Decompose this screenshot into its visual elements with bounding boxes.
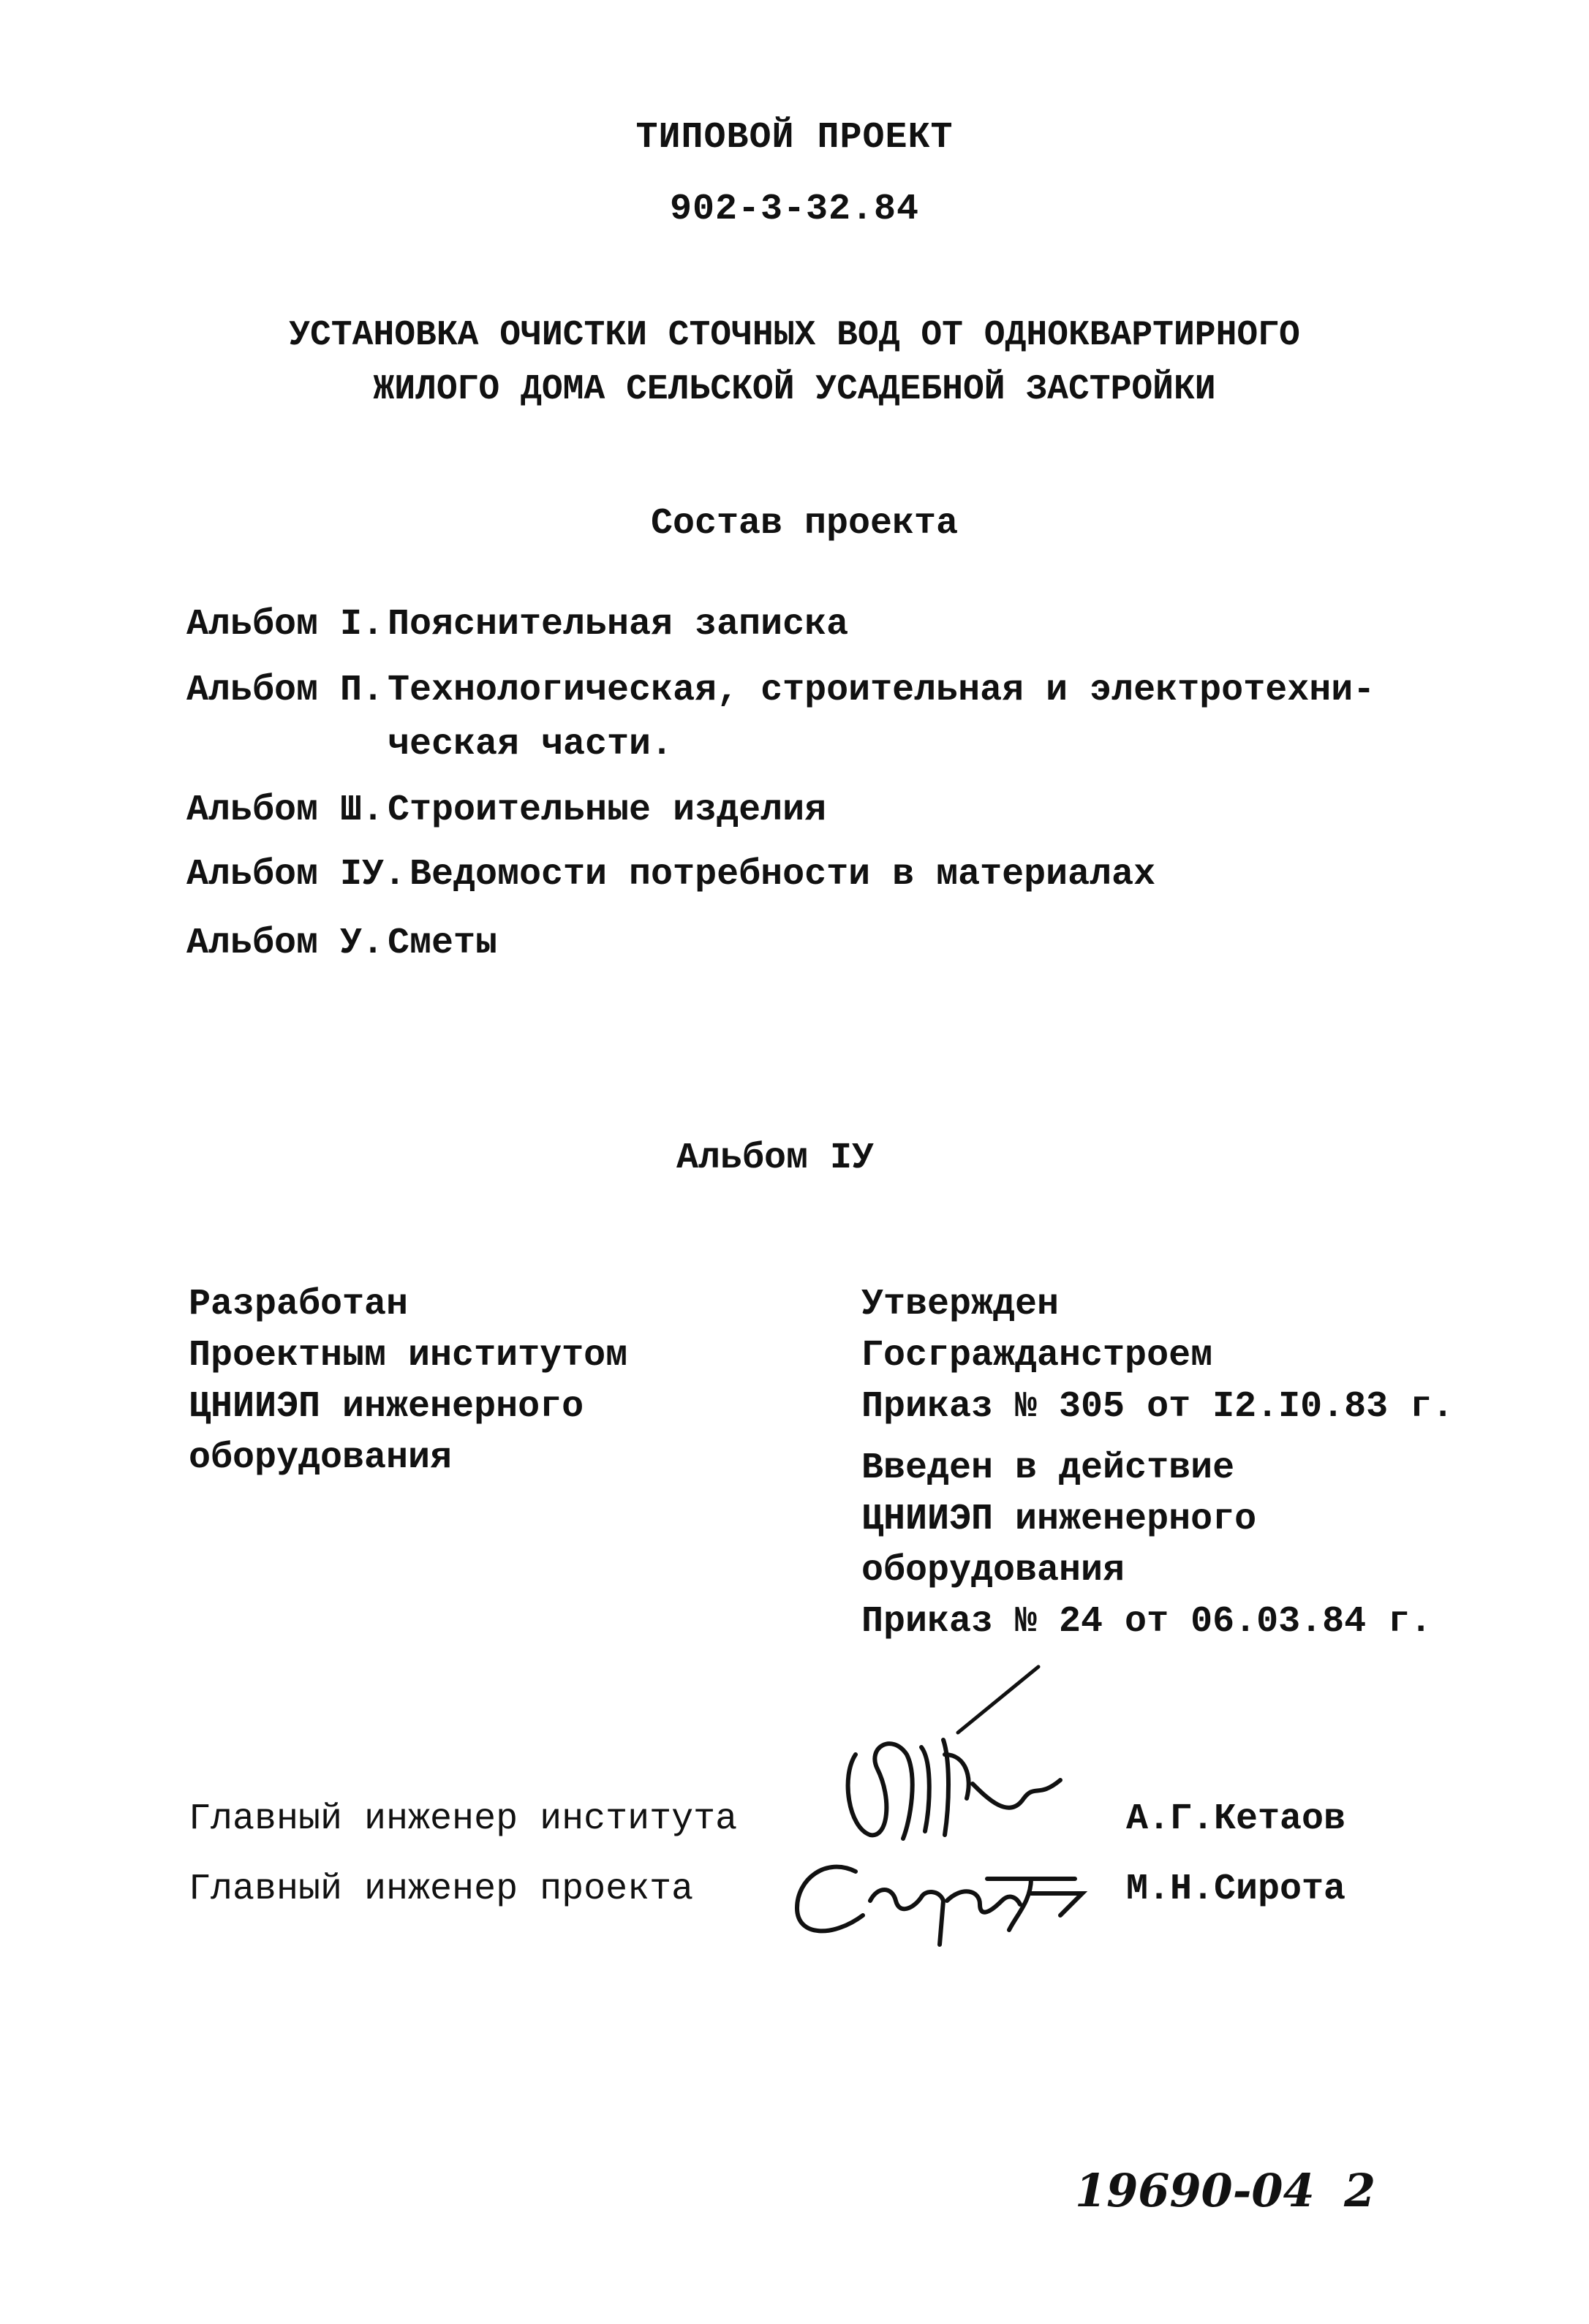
project-number: 902-3-32.84 xyxy=(669,189,920,230)
approval-line-7: Приказ № 24 от 06.03.84 г. xyxy=(861,1601,1433,1643)
album-item-2-label: Альбом П. xyxy=(186,670,385,711)
composition-heading: Состав проекта xyxy=(651,503,959,545)
chief-institute-role: Главный инженер института xyxy=(189,1798,738,1840)
developer-line-4: оборудования xyxy=(189,1437,453,1479)
chief-project-role: Главный инженер проекта xyxy=(189,1869,694,1910)
project-type-label: ТИПОВОЙ ПРОЕКТ xyxy=(635,117,954,159)
inventory-number: 19690-04 xyxy=(1075,2164,1315,2217)
developer-line-3: ЦНИИЭП инженерного xyxy=(189,1386,584,1428)
page-number: 2 xyxy=(1344,2164,1376,2217)
signature-sirota xyxy=(768,1828,1104,1967)
approval-line-1: Утвержден xyxy=(861,1284,1060,1325)
album-item-2-text: Технологическая, строительная и электротехни- xyxy=(388,670,1375,711)
album-item-1-text: Пояснительная записка xyxy=(388,604,849,646)
album-item-3-label: Альбом Ш. xyxy=(186,790,385,831)
album-item-3-text: Строительные изделия xyxy=(388,790,827,831)
album-item-5-text: Сметы xyxy=(388,923,498,964)
current-album-label: Альбом IУ xyxy=(676,1138,875,1179)
album-item-1-label: Альбом I. xyxy=(186,604,385,646)
approval-line-6: оборудования xyxy=(861,1550,1125,1591)
approval-line-4: Введен в действие xyxy=(861,1447,1235,1489)
title-line-2: ЖИЛОГО ДОМА СЕЛЬСКОЙ УСАДЕБНОЙ ЗАСТРОЙКИ xyxy=(373,370,1216,409)
album-item-4-text: Ведомости потребности в материалах xyxy=(409,854,1156,896)
approval-line-2: Госгражданстроем xyxy=(861,1335,1213,1377)
approval-line-3: Приказ № 305 от I2.I0.83 г. xyxy=(861,1386,1454,1428)
title-line-1: УСТАНОВКА ОЧИСТКИ СТОЧНЫХ ВОД ОТ ОДНОКВАРТИРНОГО xyxy=(289,316,1300,355)
developer-line-2: Проектным институтом xyxy=(189,1335,628,1377)
album-item-5-label: Альбом У. xyxy=(186,923,385,964)
chief-institute-name: А.Г.Кетаов xyxy=(1126,1798,1346,1840)
signature-ketaov xyxy=(775,1652,1097,1850)
album-item-4-label: Альбом IУ. xyxy=(186,854,407,896)
developer-line-1: Разработан xyxy=(189,1284,409,1325)
chief-project-name: М.Н.Сирота xyxy=(1126,1869,1346,1910)
album-item-2-continuation: ческая части. xyxy=(388,724,673,765)
approval-line-5: ЦНИИЭП инженерного xyxy=(861,1499,1257,1540)
